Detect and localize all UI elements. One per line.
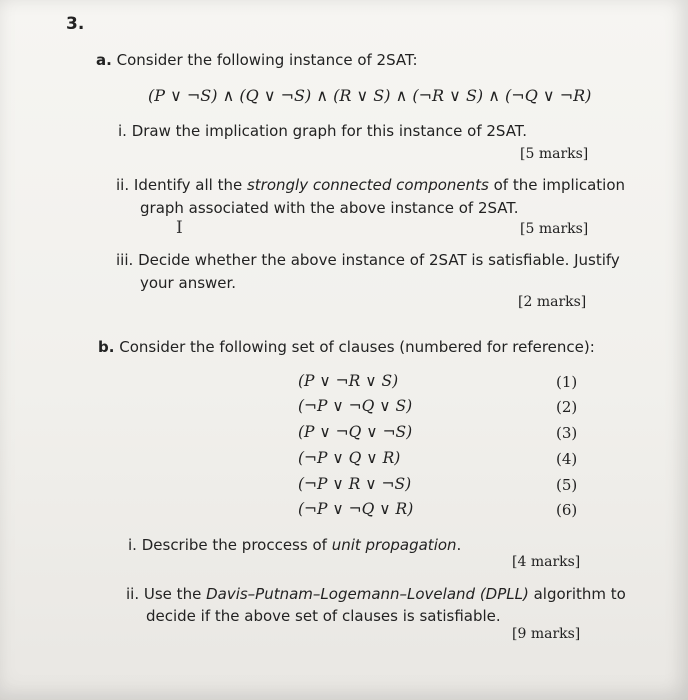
clause-2: (¬P ∨ ¬Q ∨ S) <box>298 397 413 415</box>
item-text-emphasis: Davis–Putnam–Logemann–Loveland (DPLL) <box>206 585 529 603</box>
clause-6-number: (6) <box>556 501 578 519</box>
item-text-emphasis: strongly connected components <box>246 176 489 194</box>
item-text-post: of the implication <box>488 176 626 194</box>
part-a-item-iii-marks: [2 marks] <box>518 294 587 310</box>
part-a-item-iii-line2: your answer. <box>140 274 237 292</box>
clause-3: (P ∨ ¬Q ∨ ¬S) <box>298 423 413 441</box>
item-text: Draw the implication graph for this instance of 2SAT. <box>131 122 527 140</box>
part-b-item-ii <box>126 585 626 603</box>
item-text-post: algorithm to <box>528 585 626 603</box>
item-label: i. <box>118 122 127 140</box>
part-b-item-ii-marks: [9 marks] <box>512 626 581 642</box>
clause-1: (P ∨ ¬R ∨ S) <box>298 372 399 390</box>
item-text-emphasis: unit propagation <box>331 536 457 554</box>
question-number: 3. <box>66 14 85 34</box>
part-a-intro-text: Consider the following instance of 2SAT: <box>116 51 418 69</box>
clause-4: (¬P ∨ Q ∨ R) <box>298 449 401 467</box>
clause-5: (¬P ∨ R ∨ ¬S) <box>298 475 412 493</box>
item-text-pre: Describe the proccess of <box>141 536 332 554</box>
part-a-item-ii-line2: graph associated with the above instance of 2SAT. <box>140 199 519 217</box>
item-text-pre: Use the <box>143 585 207 603</box>
clause-6: (¬P ∨ ¬Q ∨ R) <box>298 500 414 518</box>
part-a-item-i <box>118 122 527 140</box>
part-b-item-ii-line2: decide if the above set of clauses is satisfiable. <box>146 607 501 625</box>
part-b-label: b. <box>98 338 115 356</box>
part-a-formula: (P ∨ ¬S) ∧ (Q ∨ ¬S) ∧ (R ∨ S) ∧ (¬R ∨ S) ∧ (¬Q ∨ ¬R) <box>148 86 592 105</box>
item-text-pre: Identify all the <box>133 176 247 194</box>
clause-3-number: (3) <box>556 424 578 442</box>
clause-2-number: (2) <box>556 398 578 416</box>
part-a-item-ii <box>116 176 625 194</box>
item-text-post: . <box>456 536 462 554</box>
part-b-item-i-marks: [4 marks] <box>512 554 581 570</box>
part-a-item-i-marks: [5 marks] <box>520 146 589 162</box>
part-b-intro-text: Consider the following set of clauses (numbered for reference): <box>119 338 595 356</box>
part-a-label: a. <box>96 51 112 69</box>
item-label: ii. <box>116 176 130 194</box>
item-label: i. <box>128 536 137 554</box>
clause-1-number: (1) <box>556 373 578 391</box>
text-cursor-icon: I <box>176 218 183 238</box>
clause-4-number: (4) <box>556 450 578 468</box>
part-a-intro <box>96 51 418 69</box>
item-label: ii. <box>126 585 140 603</box>
part-a-item-ii-marks: [5 marks] <box>520 221 589 237</box>
part-b-intro <box>98 338 595 356</box>
part-b-item-i <box>128 536 461 554</box>
item-label: iii. <box>116 251 134 269</box>
item-text: Decide whether the above instance of 2SAT is satisfiable. Justify <box>138 251 620 269</box>
part-a-item-iii <box>116 251 620 269</box>
clause-5-number: (5) <box>556 476 578 494</box>
